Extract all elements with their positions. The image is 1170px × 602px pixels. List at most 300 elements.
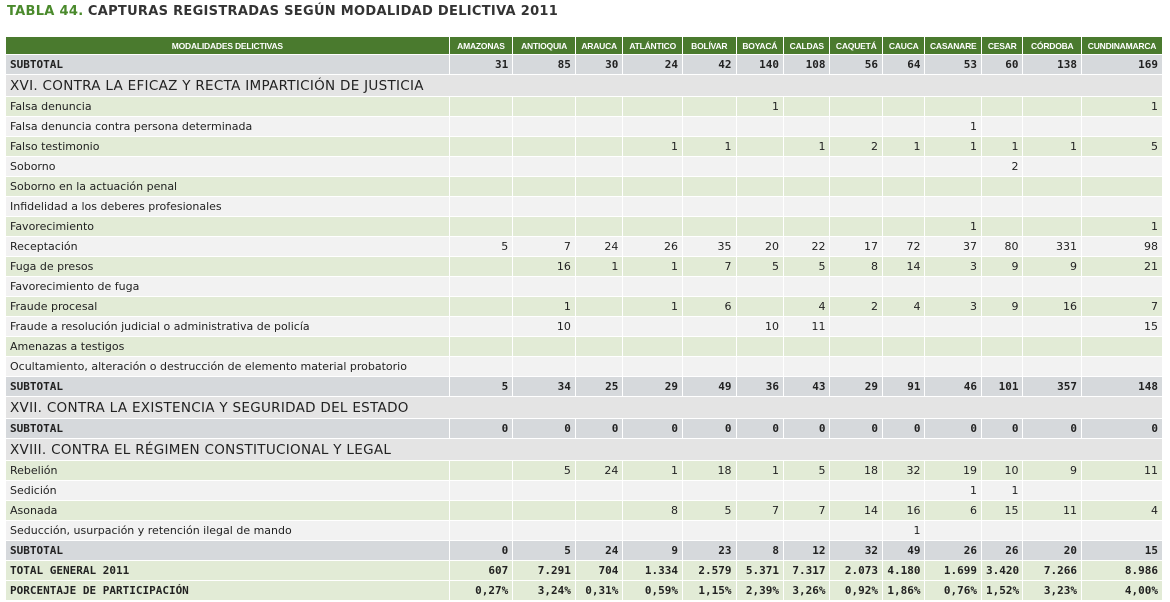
section-title: XVIII. CONTRA EL RÉGIMEN CONSTITUCIONAL Y LEGAL xyxy=(6,439,1163,461)
table-cell xyxy=(575,501,622,521)
table-cell: 7 xyxy=(1082,297,1163,317)
table-cell: 26 xyxy=(925,541,982,561)
table-cell xyxy=(883,481,925,501)
table-cell xyxy=(982,317,1023,337)
table-cell xyxy=(736,177,783,197)
table-cell: 1 xyxy=(623,257,683,277)
table-cell: 9 xyxy=(1023,461,1082,481)
table-cell: 1 xyxy=(784,137,830,157)
table-cell xyxy=(623,177,683,197)
table-cell xyxy=(682,277,736,297)
table-cell xyxy=(925,97,982,117)
table-row xyxy=(6,117,1163,137)
table-cell: 0 xyxy=(736,419,783,439)
table-number: TABLA 44. xyxy=(7,4,84,19)
table-cell xyxy=(513,357,576,377)
table-cell: 7.317 xyxy=(784,561,830,581)
table-cell: 43 xyxy=(784,377,830,397)
table-cell xyxy=(830,217,883,237)
table-cell xyxy=(883,97,925,117)
column-header-12: CÓRDOBA xyxy=(1023,37,1082,55)
table-cell: 0,27% xyxy=(449,581,513,601)
captures-table xyxy=(5,36,1163,601)
table-cell: 35 xyxy=(682,237,736,257)
table-cell xyxy=(830,521,883,541)
table-cell: 18 xyxy=(682,461,736,481)
table-cell: 704 xyxy=(575,561,622,581)
table-cell xyxy=(736,481,783,501)
table-cell: 0 xyxy=(1082,419,1163,439)
table-row xyxy=(6,521,1163,541)
table-row xyxy=(6,217,1163,237)
table-cell: 7 xyxy=(736,501,783,521)
table-cell: 138 xyxy=(1023,55,1082,75)
table-cell xyxy=(513,277,576,297)
table-cell xyxy=(830,157,883,177)
table-cell: 3 xyxy=(925,257,982,277)
table-cell: 42 xyxy=(682,55,736,75)
table-cell: 9 xyxy=(1023,257,1082,277)
table-cell xyxy=(883,337,925,357)
table-row xyxy=(6,357,1163,377)
table-cell xyxy=(784,277,830,297)
table-cell xyxy=(513,217,576,237)
table-cell: 1 xyxy=(925,117,982,137)
table-cell xyxy=(736,521,783,541)
table-cell xyxy=(575,197,622,217)
row-label: Infidelidad a los deberes profesionales xyxy=(6,197,450,217)
table-body xyxy=(6,55,1163,601)
table-cell xyxy=(830,97,883,117)
table-cell: 49 xyxy=(883,541,925,561)
table-cell xyxy=(1082,277,1163,297)
column-header-13: CUNDINAMARCA xyxy=(1082,37,1163,55)
table-cell xyxy=(449,197,513,217)
table-cell xyxy=(1023,117,1082,137)
table-cell: 16 xyxy=(513,257,576,277)
table-cell xyxy=(925,521,982,541)
table-cell xyxy=(883,157,925,177)
table-cell: 4 xyxy=(883,297,925,317)
table-cell: 7 xyxy=(682,257,736,277)
table-cell xyxy=(575,157,622,177)
row-label: Amenazas a testigos xyxy=(6,337,450,357)
table-row xyxy=(6,197,1163,217)
table-cell xyxy=(883,317,925,337)
table-cell: 21 xyxy=(1082,257,1163,277)
table-cell xyxy=(682,337,736,357)
table-cell xyxy=(736,297,783,317)
table-cell xyxy=(736,337,783,357)
table-cell: 0 xyxy=(449,541,513,561)
table-cell: 2,39% xyxy=(736,581,783,601)
table-cell xyxy=(925,157,982,177)
table-cell: 8.986 xyxy=(1082,561,1163,581)
column-header-5: BOLÍVAR xyxy=(682,37,736,55)
column-header-6: BOYACÁ xyxy=(736,37,783,55)
table-cell xyxy=(623,197,683,217)
table-cell xyxy=(883,197,925,217)
table-cell: 8 xyxy=(623,501,683,521)
table-cell: 17 xyxy=(830,237,883,257)
table-cell xyxy=(513,481,576,501)
table-cell xyxy=(449,481,513,501)
table-cell xyxy=(784,521,830,541)
table-row xyxy=(6,97,1163,117)
table-cell xyxy=(736,217,783,237)
table-cell: 1 xyxy=(623,137,683,157)
table-cell xyxy=(682,317,736,337)
table-cell xyxy=(1023,521,1082,541)
table-cell xyxy=(925,197,982,217)
table-cell: 148 xyxy=(1082,377,1163,397)
table-cell xyxy=(513,97,576,117)
table-cell: 0,92% xyxy=(830,581,883,601)
table-cell xyxy=(513,337,576,357)
table-cell: 357 xyxy=(1023,377,1082,397)
row-label: Fraude a resolución judicial o administrativa de policía xyxy=(6,317,450,337)
table-cell xyxy=(682,521,736,541)
table-row xyxy=(6,481,1163,501)
table-cell: 80 xyxy=(982,237,1023,257)
table-cell: 10 xyxy=(982,461,1023,481)
table-cell: 1 xyxy=(925,217,982,237)
table-cell: 3.420 xyxy=(982,561,1023,581)
table-cell: 16 xyxy=(1023,297,1082,317)
table-cell: 1 xyxy=(883,521,925,541)
table-cell xyxy=(925,177,982,197)
table-cell: 7 xyxy=(784,501,830,521)
table-cell xyxy=(575,521,622,541)
column-header-7: CALDAS xyxy=(784,37,830,55)
header-row xyxy=(6,37,1163,55)
subtotal-row xyxy=(6,541,1163,561)
table-cell xyxy=(449,217,513,237)
table-cell xyxy=(682,481,736,501)
table-cell xyxy=(830,317,883,337)
table-cell xyxy=(449,137,513,157)
table-cell xyxy=(883,357,925,377)
table-cell xyxy=(982,97,1023,117)
table-cell xyxy=(982,197,1023,217)
table-cell xyxy=(1023,357,1082,377)
table-cell xyxy=(449,317,513,337)
total-row xyxy=(6,561,1163,581)
table-cell xyxy=(736,197,783,217)
table-cell xyxy=(623,481,683,501)
table-cell: 6 xyxy=(682,297,736,317)
table-cell: 0 xyxy=(883,419,925,439)
table-row xyxy=(6,277,1163,297)
table-cell: 1 xyxy=(575,257,622,277)
table-cell xyxy=(1082,177,1163,197)
table-cell: 101 xyxy=(982,377,1023,397)
table-cell: 0 xyxy=(513,419,576,439)
table-cell xyxy=(623,117,683,137)
table-cell: 31 xyxy=(449,55,513,75)
table-cell xyxy=(575,277,622,297)
table-cell: 5 xyxy=(784,461,830,481)
table-cell: 1 xyxy=(513,297,576,317)
table-cell xyxy=(784,177,830,197)
table-cell: 8 xyxy=(830,257,883,277)
subtotal-row xyxy=(6,419,1163,439)
table-cell: 1 xyxy=(982,481,1023,501)
table-cell xyxy=(575,137,622,157)
table-cell: 4.180 xyxy=(883,561,925,581)
row-label: Soborno xyxy=(6,157,450,177)
row-label: Seducción, usurpación y retención ilegal de mando xyxy=(6,521,450,541)
table-cell xyxy=(449,461,513,481)
row-label: Receptación xyxy=(6,237,450,257)
table-cell: 18 xyxy=(830,461,883,481)
table-cell: 85 xyxy=(513,55,576,75)
table-cell: 1,15% xyxy=(682,581,736,601)
table-cell: 0 xyxy=(575,419,622,439)
table-cell: 1,52% xyxy=(982,581,1023,601)
table-cell xyxy=(682,117,736,137)
table-cell: 10 xyxy=(513,317,576,337)
row-label: SUBTOTAL xyxy=(6,55,450,75)
column-header-9: CAUCA xyxy=(883,37,925,55)
table-cell: 169 xyxy=(1082,55,1163,75)
table-cell xyxy=(784,357,830,377)
table-cell xyxy=(623,357,683,377)
row-label: Ocultamiento, alteración o destrucción de elemento material probatorio xyxy=(6,357,450,377)
table-cell: 1.699 xyxy=(925,561,982,581)
table-cell: 11 xyxy=(1023,501,1082,521)
table-cell: 331 xyxy=(1023,237,1082,257)
table-cell: 3,26% xyxy=(784,581,830,601)
section-title: XVII. CONTRA LA EXISTENCIA Y SEGURIDAD DEL ESTADO xyxy=(6,397,1163,419)
table-cell xyxy=(982,217,1023,237)
table-cell xyxy=(784,97,830,117)
table-cell xyxy=(575,481,622,501)
table-row xyxy=(6,337,1163,357)
table-cell: 5 xyxy=(449,237,513,257)
table-cell xyxy=(830,277,883,297)
table-cell xyxy=(1023,317,1082,337)
table-cell: 1 xyxy=(736,97,783,117)
table-row xyxy=(6,317,1163,337)
table-cell xyxy=(682,197,736,217)
table-cell xyxy=(1023,481,1082,501)
table-cell xyxy=(883,217,925,237)
table-cell xyxy=(575,217,622,237)
column-header-modalidad: MODALIDADES DELICTIVAS xyxy=(6,37,450,55)
table-cell: 12 xyxy=(784,541,830,561)
table-cell: 98 xyxy=(1082,237,1163,257)
table-cell: 5 xyxy=(513,541,576,561)
table-row xyxy=(6,297,1163,317)
table-cell xyxy=(830,197,883,217)
table-cell xyxy=(1082,157,1163,177)
table-cell xyxy=(982,521,1023,541)
table-cell: 1 xyxy=(1082,217,1163,237)
table-cell xyxy=(1082,357,1163,377)
table-cell xyxy=(575,317,622,337)
table-cell: 9 xyxy=(982,297,1023,317)
row-label: SUBTOTAL xyxy=(6,419,450,439)
table-cell xyxy=(1082,117,1163,137)
table-cell: 1 xyxy=(883,137,925,157)
table-cell: 32 xyxy=(830,541,883,561)
table-cell: 24 xyxy=(575,237,622,257)
table-cell xyxy=(682,157,736,177)
table-cell xyxy=(449,177,513,197)
table-cell: 19 xyxy=(925,461,982,481)
table-cell: 30 xyxy=(575,55,622,75)
table-cell: 0,59% xyxy=(623,581,683,601)
section-row xyxy=(6,75,1163,97)
table-cell: 4 xyxy=(1082,501,1163,521)
table-cell: 3,23% xyxy=(1023,581,1082,601)
table-row xyxy=(6,461,1163,481)
table-cell xyxy=(830,337,883,357)
table-cell: 5 xyxy=(682,501,736,521)
table-cell xyxy=(623,521,683,541)
row-label: SUBTOTAL xyxy=(6,377,450,397)
table-cell: 9 xyxy=(982,257,1023,277)
table-cell: 34 xyxy=(513,377,576,397)
table-cell: 11 xyxy=(784,317,830,337)
table-cell: 1 xyxy=(925,481,982,501)
table-cell: 1 xyxy=(1082,97,1163,117)
table-cell xyxy=(784,197,830,217)
table-cell xyxy=(830,481,883,501)
table-cell: 2 xyxy=(830,137,883,157)
table-cell: 1 xyxy=(623,461,683,481)
table-cell: 5 xyxy=(784,257,830,277)
table-cell: 5.371 xyxy=(736,561,783,581)
subtotal-row xyxy=(6,55,1163,75)
table-cell: 5 xyxy=(513,461,576,481)
table-cell: 14 xyxy=(830,501,883,521)
table-cell xyxy=(623,157,683,177)
table-cell xyxy=(575,97,622,117)
table-cell: 37 xyxy=(925,237,982,257)
table-cell xyxy=(982,177,1023,197)
column-header-3: ARAUCA xyxy=(575,37,622,55)
table-cell: 10 xyxy=(736,317,783,337)
table-cell: 0,31% xyxy=(575,581,622,601)
table-cell: 0 xyxy=(784,419,830,439)
table-cell xyxy=(513,501,576,521)
row-label: PORCENTAJE DE PARTICIPACIÓN xyxy=(6,581,450,601)
table-cell xyxy=(883,277,925,297)
table-cell: 9 xyxy=(623,541,683,561)
row-label: Falso testimonio xyxy=(6,137,450,157)
table-cell xyxy=(513,521,576,541)
table-row xyxy=(6,177,1163,197)
table-row xyxy=(6,157,1163,177)
table-cell: 2 xyxy=(830,297,883,317)
table-cell xyxy=(925,337,982,357)
table-cell xyxy=(925,277,982,297)
table-cell xyxy=(830,177,883,197)
table-cell: 72 xyxy=(883,237,925,257)
table-cell xyxy=(449,157,513,177)
table-cell: 25 xyxy=(575,377,622,397)
row-label: Falsa denuncia xyxy=(6,97,450,117)
table-cell: 24 xyxy=(575,461,622,481)
table-cell: 0 xyxy=(1023,419,1082,439)
table-cell xyxy=(925,357,982,377)
table-cell: 20 xyxy=(1023,541,1082,561)
table-cell: 0 xyxy=(449,419,513,439)
table-cell xyxy=(1082,337,1163,357)
table-cell xyxy=(1082,197,1163,217)
table-cell xyxy=(513,157,576,177)
table-cell xyxy=(575,177,622,197)
table-cell xyxy=(736,117,783,137)
table-cell xyxy=(784,481,830,501)
table-cell: 607 xyxy=(449,561,513,581)
table-cell xyxy=(623,337,683,357)
column-header-8: CAQUETÁ xyxy=(830,37,883,55)
table-cell xyxy=(449,117,513,137)
table-cell xyxy=(449,97,513,117)
row-label: Rebelión xyxy=(6,461,450,481)
table-cell xyxy=(830,117,883,137)
table-cell: 2.579 xyxy=(682,561,736,581)
table-cell: 26 xyxy=(623,237,683,257)
table-cell xyxy=(623,277,683,297)
table-cell xyxy=(513,177,576,197)
table-cell xyxy=(982,277,1023,297)
table-cell: 0 xyxy=(925,419,982,439)
table-cell: 4,00% xyxy=(1082,581,1163,601)
table-cell: 7.266 xyxy=(1023,561,1082,581)
table-cell xyxy=(449,277,513,297)
table-cell: 20 xyxy=(736,237,783,257)
table-cell: 0 xyxy=(982,419,1023,439)
table-cell: 15 xyxy=(982,501,1023,521)
table-cell xyxy=(1023,337,1082,357)
table-cell: 29 xyxy=(623,377,683,397)
column-header-1: AMAZONAS xyxy=(449,37,513,55)
table-cell xyxy=(736,137,783,157)
table-cell: 14 xyxy=(883,257,925,277)
table-cell xyxy=(449,297,513,317)
row-label: Falsa denuncia contra persona determinada xyxy=(6,117,450,137)
row-label: Fuga de presos xyxy=(6,257,450,277)
table-cell: 1 xyxy=(925,137,982,157)
table-cell xyxy=(623,217,683,237)
table-cell: 0 xyxy=(830,419,883,439)
table-cell: 1 xyxy=(982,137,1023,157)
table-cell: 56 xyxy=(830,55,883,75)
table-cell xyxy=(784,217,830,237)
row-label: Soborno en la actuación penal xyxy=(6,177,450,197)
table-cell xyxy=(982,357,1023,377)
table-cell xyxy=(982,337,1023,357)
row-label: TOTAL GENERAL 2011 xyxy=(6,561,450,581)
row-label: Fraude procesal xyxy=(6,297,450,317)
table-cell xyxy=(682,217,736,237)
table-cell: 0 xyxy=(623,419,683,439)
table-cell xyxy=(784,157,830,177)
table-row xyxy=(6,237,1163,257)
table-cell: 1 xyxy=(1023,137,1082,157)
table-cell xyxy=(575,117,622,137)
table-cell: 16 xyxy=(883,501,925,521)
row-label: Sedición xyxy=(6,481,450,501)
table-cell xyxy=(982,117,1023,137)
table-cell: 24 xyxy=(623,55,683,75)
table-cell: 15 xyxy=(1082,317,1163,337)
table-cell xyxy=(1023,217,1082,237)
